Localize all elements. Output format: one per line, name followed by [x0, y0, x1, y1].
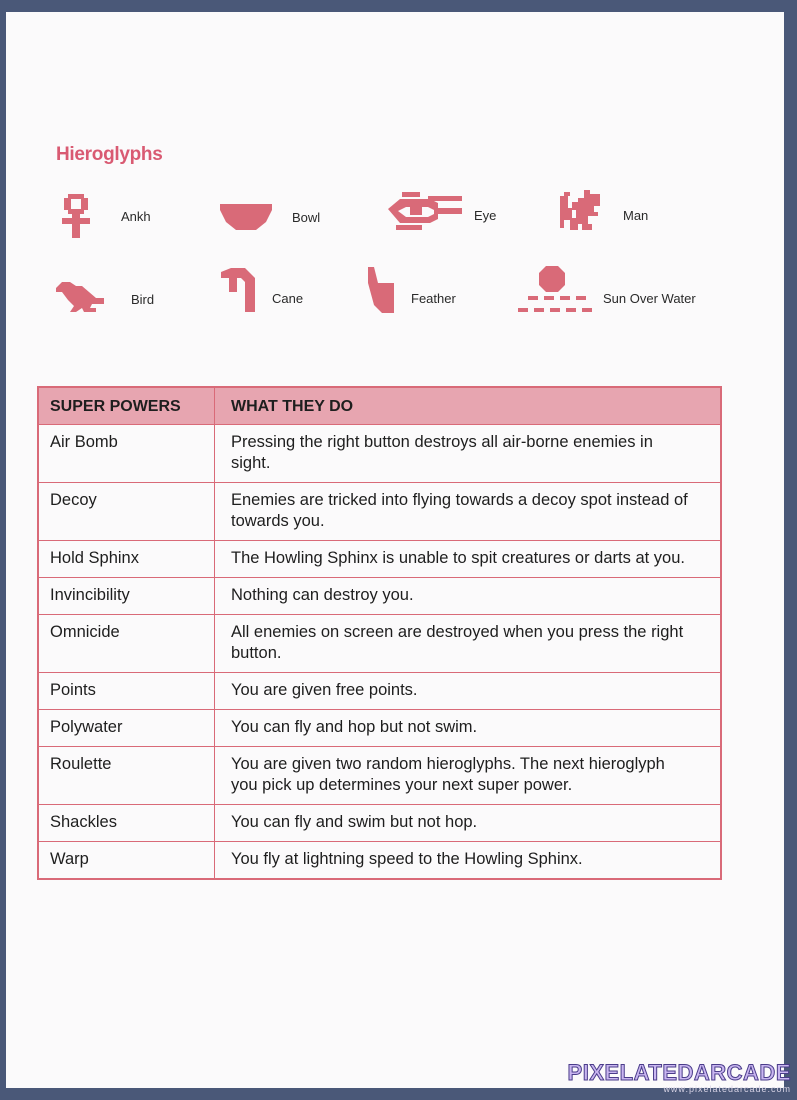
- power-name: Decoy: [38, 483, 215, 541]
- glyph-label-feather: Feather: [411, 291, 456, 306]
- man-icon: [560, 190, 606, 230]
- power-effect: You can fly and swim but not hop.: [215, 805, 722, 842]
- super-powers-table: [37, 386, 722, 880]
- power-effect: The Howling Sphinx is unable to spit creatures or darts at you.: [215, 541, 722, 578]
- sun-over-water-icon: [518, 266, 592, 314]
- power-effect: You fly at lightning speed to the Howling Sphinx.: [215, 842, 722, 880]
- power-name: Air Bomb: [38, 425, 215, 483]
- glyph-label-ankh: Ankh: [121, 209, 151, 224]
- power-name: Invincibility: [38, 578, 215, 615]
- power-name: Points: [38, 673, 215, 710]
- power-effect: All enemies on screen are destroyed when you press the right button.: [215, 615, 722, 673]
- table-row: [38, 425, 721, 483]
- header-super-powers: SUPER POWERS: [38, 387, 215, 425]
- power-effect: Nothing can destroy you.: [215, 578, 722, 615]
- table-row: [38, 673, 721, 710]
- table-row: [38, 578, 721, 615]
- power-name: Shackles: [38, 805, 215, 842]
- bowl-icon: [220, 204, 272, 232]
- eye-icon: [388, 192, 462, 230]
- power-effect: You are given two random hieroglyphs. The next hieroglyph you pick up determines your next super power.: [215, 747, 722, 805]
- glyph-label-bowl: Bowl: [292, 210, 321, 225]
- ankh-icon: [56, 194, 96, 238]
- table-row: [38, 747, 721, 805]
- feather-icon: [368, 267, 398, 313]
- header-what-they-do: WHAT THEY DO: [215, 387, 722, 425]
- glyph-label-cane: Cane: [272, 291, 304, 306]
- watermark-brand: PIXELATEDARCADE: [567, 1060, 791, 1085]
- table-row: [38, 483, 721, 541]
- glyph-label-sun-over-water: Sun Over Water: [603, 291, 696, 306]
- bird-icon: [56, 278, 108, 314]
- table-header-row: [38, 387, 721, 425]
- table-row: [38, 842, 721, 880]
- power-effect: You are given free points.: [215, 673, 722, 710]
- power-effect: You can fly and hop but not swim.: [215, 710, 722, 747]
- table-row: [38, 541, 721, 578]
- manual-page: [6, 12, 784, 1088]
- table-row: [38, 805, 721, 842]
- power-name: Hold Sphinx: [38, 541, 215, 578]
- cane-icon: [221, 268, 255, 312]
- glyph-label-eye: Eye: [474, 208, 497, 223]
- watermark: [568, 1062, 791, 1095]
- power-effect: Pressing the right button destroys all air-borne enemies in sight.: [215, 425, 722, 483]
- table-row: [38, 615, 721, 673]
- watermark-url: www.pixelatedarcade.com: [663, 1084, 791, 1094]
- glyph-label-man: Man: [623, 208, 649, 223]
- power-name: Warp: [38, 842, 215, 880]
- power-name: Polywater: [38, 710, 215, 747]
- power-name: Roulette: [38, 747, 215, 805]
- glyph-label-bird: Bird: [131, 292, 155, 307]
- power-name: Omnicide: [38, 615, 215, 673]
- section-title: Hieroglyphs: [56, 144, 163, 165]
- power-effect: Enemies are tricked into flying towards a decoy spot instead of towards you.: [215, 483, 722, 541]
- table-row: [38, 710, 721, 747]
